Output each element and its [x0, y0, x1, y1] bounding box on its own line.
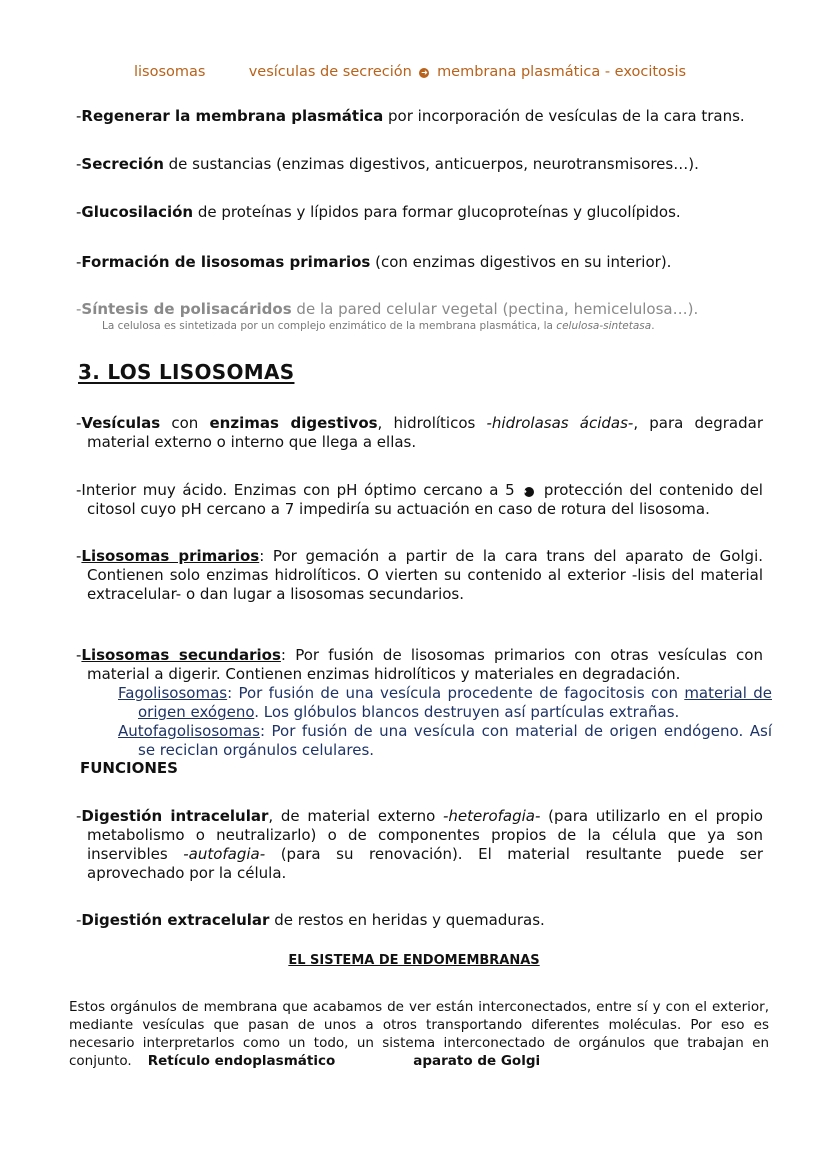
para-digestion-intracelular: -Digestión intracelular, de material externo -heterofagia- (para utilizarlo en el propio metabolismo o neutralizarlo) o de componentes propios de la célula que ya son inservibles -autofagia- (para su renovación). El material resultante puede ser aprovechado por la célula. [76, 807, 763, 882]
para-digestion-extracelular: -Digestión extracelular de restos en heridas y quemaduras. [76, 911, 545, 929]
celulosa-note: La celulosa es sintetizada por un complejo enzimático de la membrana plasmática, la celulosa-sintetasa. [102, 320, 655, 332]
top-flow-line [134, 64, 686, 80]
para-autofagolisosomas: Autofagolisosomas: Por fusión de una vesícula con material de origen endógeno. Así se reciclan orgánulos celulares. [118, 722, 772, 759]
golgi-function-regenerar: -Regenerar la membrana plasmática por incorporación de vesículas de la cara trans. [76, 107, 745, 125]
golgi-label: aparato de Golgi [413, 1053, 541, 1069]
golgi-function-secrecion: -Secreción de sustancias (enzimas digestivos, anticuerpos, neurotransmisores…). [76, 155, 699, 173]
golgi-function-sintesis: -Síntesis de polisacáridos de la pared celular vegetal (pectina, hemicelulosa…). [76, 300, 699, 318]
funciones-heading: FUNCIONES [80, 759, 178, 777]
para-lisosomas-primarios: -Lisosomas primarios: Por gemación a partir de la cara trans del aparato de Golgi. Contienen solo enzimas hidrolíticos. O vierten su contenido al exterior -lisis del material extracelular- o dan lugar a lisosomas secundarios. [76, 547, 763, 603]
para-interior: -Interior muy ácido. Enzimas con pH óptimo cercano a 5 ➜ protección del contenido del citosol cuyo pH cercano a 7 impediría su actuación en caso de rotura del lisosoma. [76, 481, 763, 518]
flow-item-vesiculas: vesículas de secreción [248, 64, 412, 80]
endomembranas-paragraph: Estos orgánulos de membrana que acabamos de ver están interconectados, entre sí y con el exterior, mediante vesículas que pasan de unos a otros transportando diferentes moléculas. Por eso es necesario interpretarlos como un todo, un sistema interconectado de orgánulos que trabajan en conjunto. Retículo endoplasmático aparato de Golgi [69, 999, 769, 1069]
right-arrow-circle-icon: ➜ [524, 487, 534, 497]
para-lisosomas-secundarios: -Lisosomas secundarios: Por fusión de lisosomas primarios con otras vesículas con material a digerir. Contienen enzimas hidrolíticos y materiales en degradación. [76, 646, 763, 683]
para-fagolisosomas: Fagolisosomas: Por fusión de una vesícula procedente de fagocitosis con material de origen exógeno. Los glóbulos blancos destruyen así partículas extrañas. [118, 684, 772, 721]
flow-item-membrana: membrana plasmática - exocitosis [437, 64, 687, 80]
flow-item-lisosomas: lisosomas [134, 64, 206, 80]
reticulo-label: Retículo endoplasmático [147, 1053, 336, 1069]
golgi-function-glucosilacion: -Glucosilación de proteínas y lípidos para formar glucoproteínas y glucolípidos. [76, 203, 681, 221]
para-vesiculas: -Vesículas con enzimas digestivos, hidrolíticos -hidrolasas ácidas-, para degradar material externo o interno que llega a ellas. [76, 414, 764, 451]
right-arrow-circle-icon: ➜ [421, 68, 428, 77]
endomembranas-title: EL SISTEMA DE ENDOMEMBRANAS [288, 953, 540, 968]
golgi-function-lisosomas: -Formación de lisosomas primarios (con enzimas digestivos en su interior). [76, 253, 672, 271]
section-title: 3. LOS LISOSOMAS [78, 360, 295, 384]
